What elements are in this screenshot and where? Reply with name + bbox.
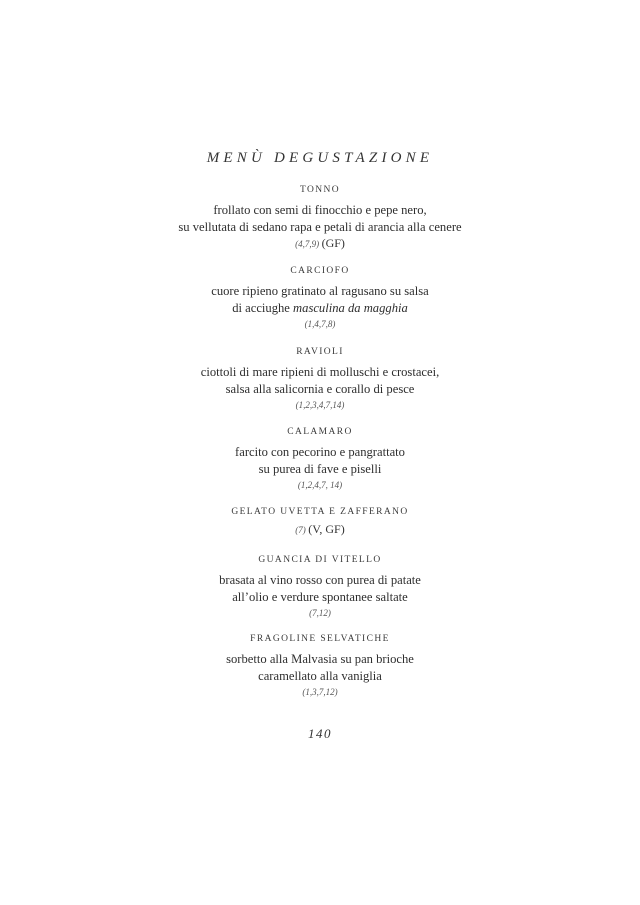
allergen-codes: (1,4,7,8) (304, 319, 336, 329)
dish-description-line (0, 300, 640, 317)
dish-description-line: salsa alla salicornia e corallo di pesce (225, 381, 415, 396)
dish-tonno (0, 184, 640, 253)
dish-description-line: sorbetto alla Malvasia su pan brioche (226, 652, 414, 666)
dish-name: CARCIOFO (290, 266, 350, 276)
dish-description-line: brasata al vino rosso con purea di patate (219, 573, 421, 587)
allergen-codes: (7) (295, 525, 306, 535)
dish-description-line: su vellutata di sedano rapa e petali di arancia alla cenere (178, 219, 462, 234)
page-number: 140 (308, 726, 332, 741)
allergen-info (0, 521, 640, 539)
dish-gelato (0, 506, 640, 539)
dish-description-line: all’olio e verdure spontanee saltate (232, 589, 408, 604)
allergen-info (0, 684, 640, 701)
dish-ravioli (0, 346, 640, 414)
dish-description-line: frollato con semi di finocchio e pepe nero, (213, 203, 427, 217)
dish-description-line: ciottoli di mare ripieni di molluschi e crostacei, (200, 365, 440, 379)
dish-description-text: di acciughe (232, 300, 294, 315)
allergen-codes: (7,12) (309, 608, 331, 618)
allergen-info (0, 605, 640, 622)
dish-description-line: su purea di fave e piselli (258, 461, 382, 476)
dish-description-line: farcito con pecorino e pangrattato (235, 445, 405, 459)
dish-fragoline (0, 633, 640, 701)
dish-italic-phrase: masculina da magghia (293, 300, 408, 315)
dish-guancia (0, 554, 640, 622)
dish-name: FRAGOLINE SELVATICHE (250, 634, 390, 644)
allergen-info (0, 235, 640, 253)
allergen-codes: (1,2,3,4,7,14) (295, 400, 345, 410)
diet-tags: (GF) (321, 236, 345, 250)
dish-description-line: cuore ripieno gratinato al ragusano su salsa (211, 284, 429, 298)
dish-name: RAVIOLI (296, 347, 344, 357)
dish-calamaro (0, 426, 640, 494)
allergen-info (0, 477, 640, 494)
allergen-codes: (1,2,4,7, 14) (297, 480, 343, 490)
allergen-info (0, 397, 640, 414)
allergen-info (0, 316, 640, 333)
menu-title: MENÙ DEGUSTAZIONE (206, 150, 434, 166)
diet-tags: (V, GF) (308, 522, 345, 536)
dish-carciofo (0, 265, 640, 333)
allergen-codes: (1,3,7,12) (302, 687, 338, 697)
dish-name: GELATO UVETTA E ZAFFERANO (231, 507, 409, 517)
dish-name: GUANCIA DI VITELLO (258, 555, 382, 565)
allergen-codes: (4,7,9) (295, 239, 320, 249)
dish-name: TONNO (299, 185, 341, 195)
dish-description-line: caramellato alla vaniglia (258, 668, 382, 683)
dish-name: CALAMARO (287, 427, 353, 437)
